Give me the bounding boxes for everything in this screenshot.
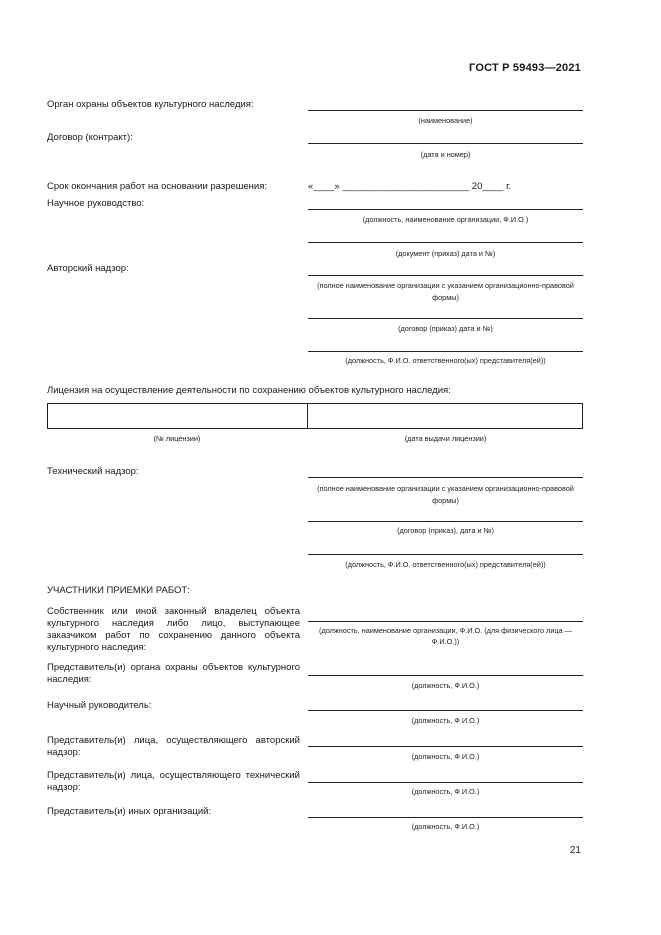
tech-rep-caption: (должность, Ф.И.О.) xyxy=(411,787,480,796)
author-line-1[interactable] xyxy=(308,275,583,276)
license-date-cell[interactable] xyxy=(308,404,582,428)
organ-rep-label: Представитель(и) органа охраны объектов культурного наследия: xyxy=(47,662,300,685)
tech-caption-2: (договор (приказ), дата и №) xyxy=(397,526,494,535)
tech-label: Технический надзор: xyxy=(47,466,139,477)
science-line-2[interactable] xyxy=(308,242,583,243)
other-rep-label: Представитель(и) иных организаций: xyxy=(47,806,212,817)
sci-lead-caption: (должность, Ф.И.О.) xyxy=(411,716,480,725)
contract-label: Договор (контракт): xyxy=(47,132,133,143)
author-caption-1: (полное наименование организации с указанием организационно-правовой формы) xyxy=(317,281,574,302)
owner-label: Собственник или иной законный владелец объекта культурного наследия либо лицо, выступающее заказчиком работ по сохранению данного объекта культурного наследия: xyxy=(47,606,300,653)
organ-label: Орган охраны объектов культурного наследия: xyxy=(47,99,254,110)
organ-rep-line[interactable] xyxy=(308,675,583,676)
author-rep-caption: (должность, Ф.И.О.) xyxy=(411,752,480,761)
tech-caption-3: (должность, Ф.И.О. ответственного(ых) представителя(ей)) xyxy=(345,560,546,569)
tech-line-2[interactable] xyxy=(308,521,583,522)
author-caption-2: (договор (приказ) дата и №) xyxy=(398,324,493,333)
page-number: 21 xyxy=(569,845,581,856)
document-code: ГОСТ Р 59493—2021 xyxy=(469,62,581,74)
license-label: Лицензия на осуществление деятельности по сохранению объектов культурного наследия: xyxy=(47,385,451,396)
owner-caption: (должность, наименование организации, Ф.И.О. (для физического лица — Ф.И.О.)) xyxy=(319,626,572,646)
science-caption-2: (документ (приказ) дата и №) xyxy=(395,249,496,258)
other-rep-line[interactable] xyxy=(308,817,583,818)
sci-lead-line[interactable] xyxy=(308,710,583,711)
license-number-cell[interactable] xyxy=(48,404,306,428)
tech-rep-label: Представитель(и) лица, осуществляющего технический надзор: xyxy=(47,770,300,793)
license-date-caption: (дата выдачи лицензии) xyxy=(404,434,487,443)
science-caption-1: (должность, наименование организации, Ф.И.О.) xyxy=(362,215,529,224)
deadline-label: Срок окончания работ на основании разрешения: xyxy=(47,181,268,192)
author-line-2[interactable] xyxy=(308,318,583,319)
organ-rep-caption: (должность, Ф.И.О.) xyxy=(411,681,480,690)
author-label: Авторский надзор: xyxy=(47,263,129,274)
deadline-date-field[interactable]: «____» ________________________ 20____ г. xyxy=(308,181,512,192)
contract-line[interactable] xyxy=(308,143,583,144)
contract-caption: (дата и номер) xyxy=(420,150,471,159)
organ-line[interactable] xyxy=(308,110,583,111)
author-line-3[interactable] xyxy=(308,351,583,352)
tech-line-1[interactable] xyxy=(308,477,583,478)
sci-lead-label: Научный руководитель: xyxy=(47,700,152,711)
organ-caption: (наименование) xyxy=(418,116,473,125)
science-line-1[interactable] xyxy=(308,209,583,210)
owner-line[interactable] xyxy=(308,621,583,622)
tech-line-3[interactable] xyxy=(308,554,583,555)
participants-heading: УЧАСТНИКИ ПРИЕМКИ РАБОТ: xyxy=(47,585,190,596)
author-caption-3: (должность, Ф.И.О. ответственного(ых) представителя(ей)) xyxy=(345,356,546,365)
license-number-caption: (№ лицензии) xyxy=(153,434,201,443)
author-rep-line[interactable] xyxy=(308,746,583,747)
science-label: Научное руководство: xyxy=(47,198,145,209)
tech-rep-line[interactable] xyxy=(308,782,583,783)
other-rep-caption: (должность, Ф.И.О.) xyxy=(411,822,480,831)
tech-caption-1: (полное наименование организации с указанием организационно-правовой формы) xyxy=(317,484,574,505)
author-rep-label: Представитель(и) лица, осуществляющего авторский надзор: xyxy=(47,735,300,758)
